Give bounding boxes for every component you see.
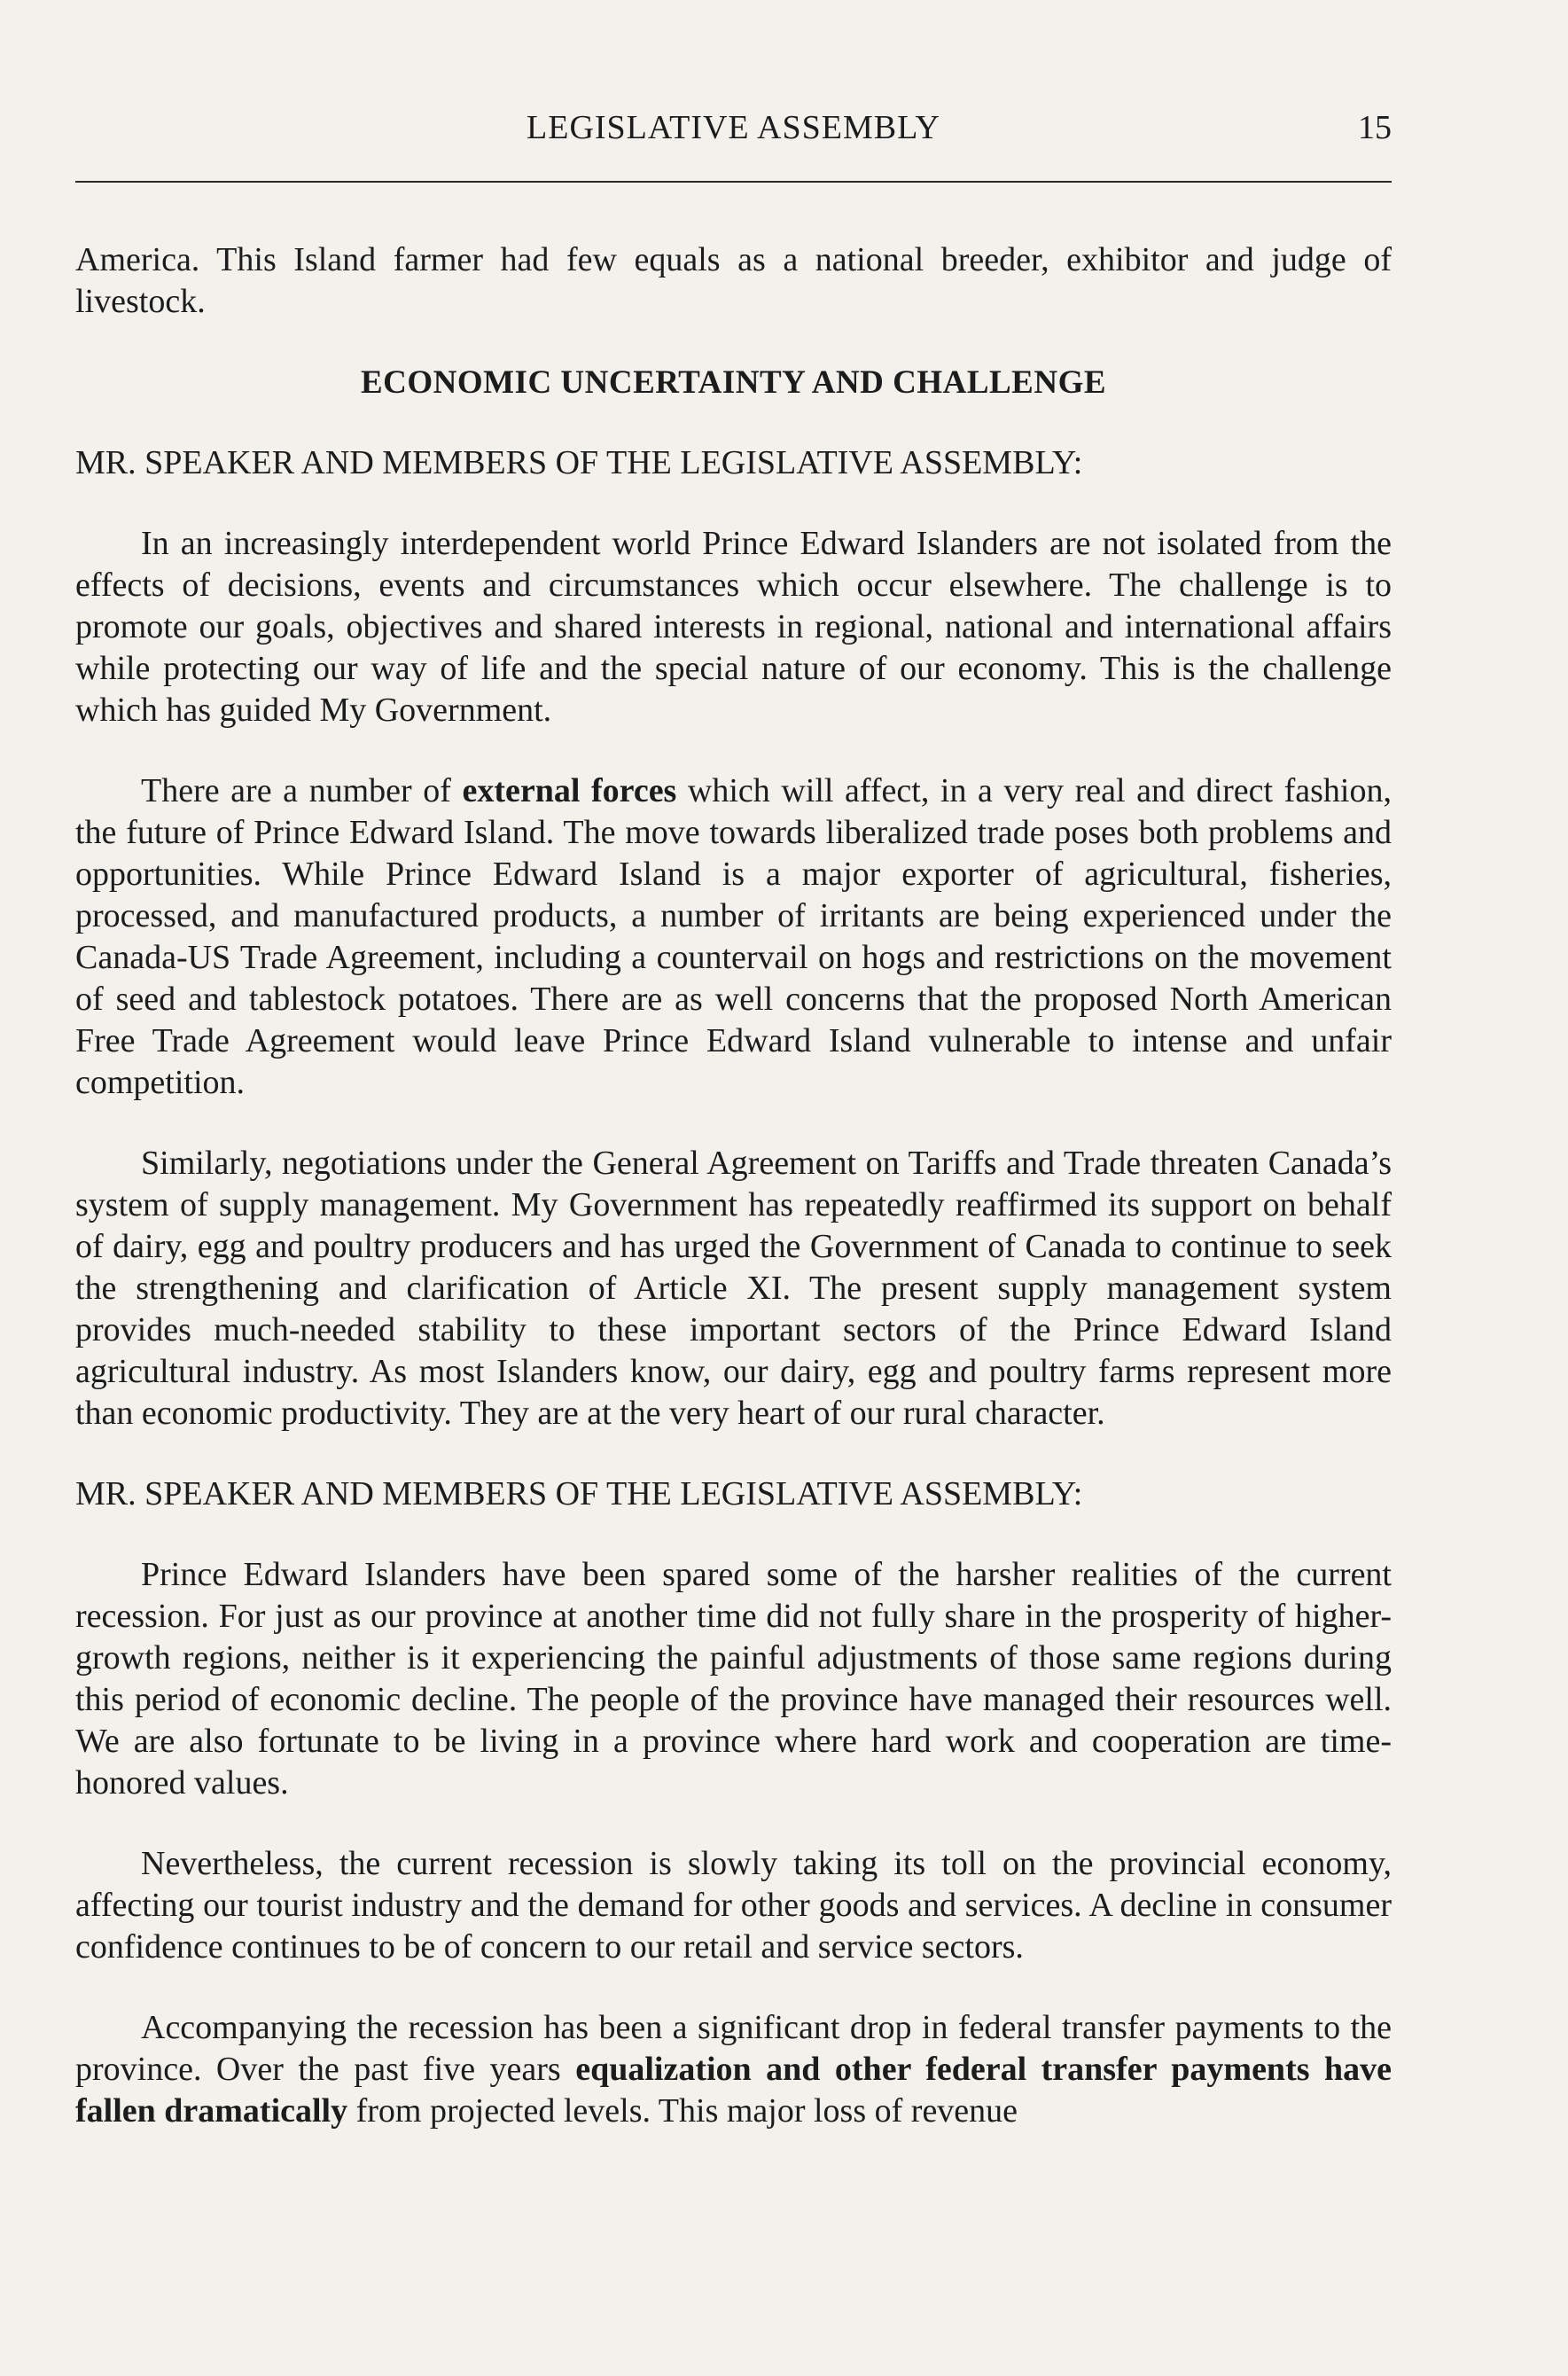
paragraph-recession-spared: Prince Edward Islanders have been spared some of the harsher realities of the current recession. For just as our province at another time did not fully share in the prosperity of higher-growth regions, neither is it experiencing the painful adjustments of those same regions during this period of economic decline. The people of the province have managed their resources well. We are also fortunate to be living in a province where hard work and cooperation are time-honored values. (75, 1556, 1392, 1802)
paragraph-external-forces (75, 770, 1392, 1104)
text-run: from projected levels. This major loss of revenue (347, 2092, 1018, 2130)
header-rule (75, 181, 1392, 183)
paragraph-gatt: Similarly, negotiations under the General Agreement on Tariffs and Trade threaten Canada’s system of supply management. My Government has repeatedly reaffirmed its support on behalf of dairy, egg and poultry producers and has urged the Government of Canada to continue to seek the strengthening and clarification of Article XI. The present supply management system provides much-needed stability to these important sectors of the Prince Edward Island agricultural industry. As most Islanders know, our dairy, egg and poultry farms represent more than economic productivity. They are at the very heart of our rural character. (75, 1145, 1392, 1432)
address-line-2: MR. SPEAKER AND MEMBERS OF THE LEGISLATIVE ASSEMBLY: (75, 1475, 1083, 1512)
text-run: which will affect, in a very real and direct fashion, the future of Prince Edward Island. The move towards liberalized trade poses both problems and opportunities. While Prince Edward Island is a major exporter of agricultural, fisheries, processed, and manufactured products, a number of irritants are being experienced under the Canada-US Trade Agreement, including a countervail on hogs and restrictions on the movement of seed and tablestock potatoes. There are as well concerns that the proposed North American Free Trade Agreement would leave Prince Edward Island vulnerable to intense and unfair competition. (75, 772, 1392, 1101)
address-line-1: MR. SPEAKER AND MEMBERS OF THE LEGISLATIVE ASSEMBLY: (75, 444, 1083, 481)
paragraph-recession-toll: Nevertheless, the current recession is slowly taking its toll on the provincial economy, affecting our tourist industry and the demand for other goods and services. A decline in consumer confidence continues to be of concern to our retail and service sectors. (75, 1845, 1392, 1966)
text-run: Accompanying the recession has been a significant drop in federal transfer payments to the province. Over the past five years (75, 2009, 1392, 2088)
page-number: 15 (1358, 109, 1392, 146)
text-run: There are a number of (141, 772, 463, 809)
emphasis-external-forces: external forces (462, 772, 677, 809)
running-header-title: LEGISLATIVE ASSEMBLY (527, 109, 940, 146)
paragraph-continuation: America. This Island farmer had few equals as a national breeder, exhibitor and judge of livestock. (75, 241, 1392, 320)
body-text (75, 239, 1392, 2132)
emphasis-transfer-payments: equalization and other federal transfer payments have fallen dramatically (75, 2051, 1392, 2130)
running-header (75, 108, 1392, 161)
paragraph-transfer-payments (75, 2007, 1392, 2132)
section-heading: ECONOMIC UNCERTAINTY AND CHALLENGE (360, 364, 1107, 401)
paragraph-interdependent-world: In an increasingly interdependent world Prince Edward Islanders are not isolated from the effects of decisions, events and circumstances which occur elsewhere. The challenge is to promote our goals, objectives and shared interests in regional, national and international affairs while protecting our way of life and the special nature of our economy. This is the challenge which has guided My Government. (75, 525, 1392, 729)
